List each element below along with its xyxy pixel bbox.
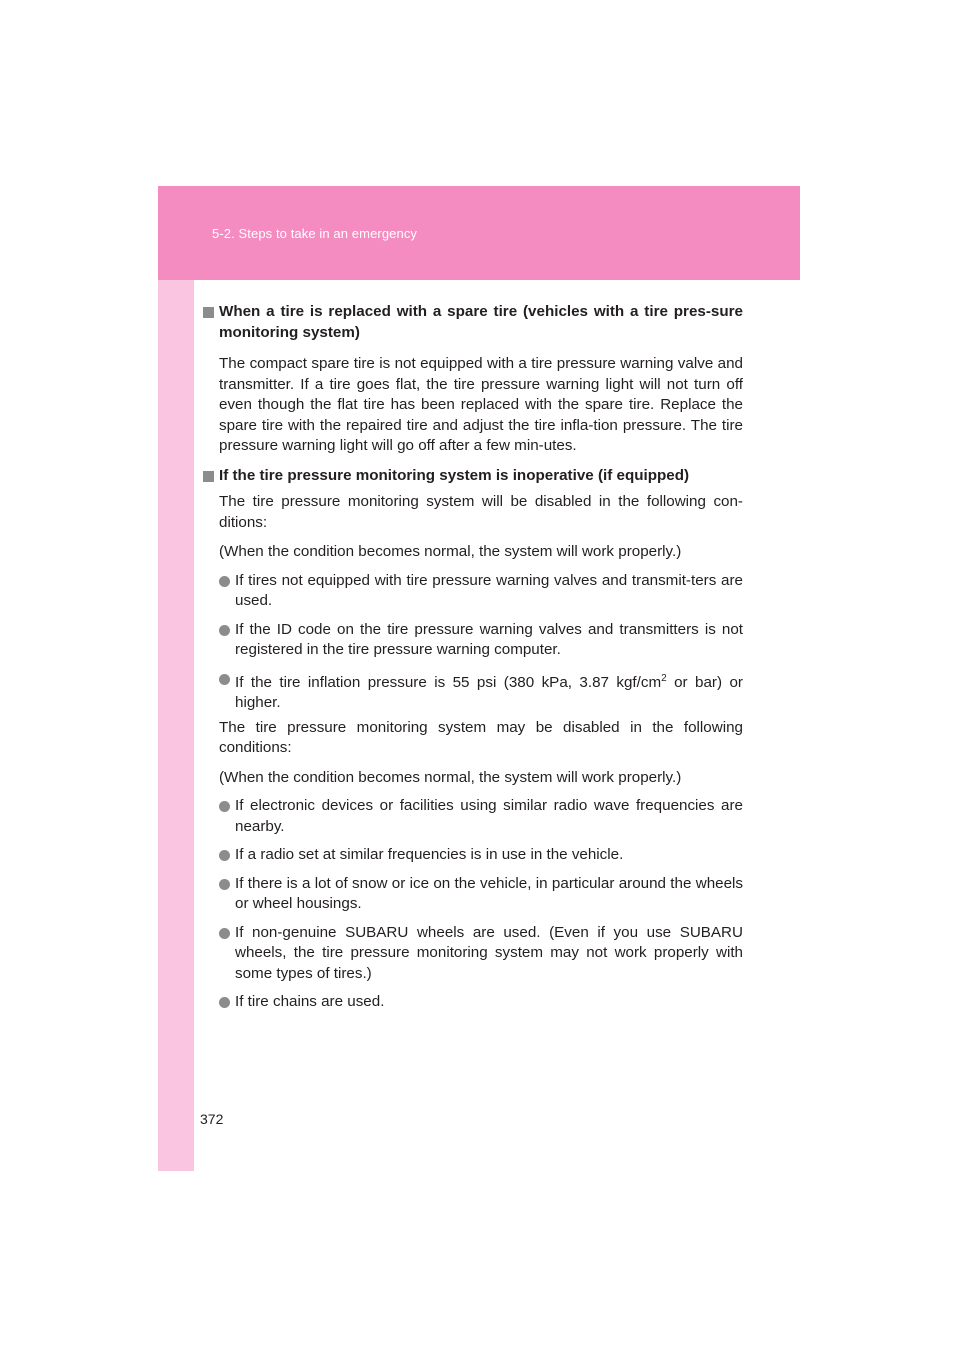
list-item xyxy=(219,620,743,661)
list-item xyxy=(219,796,743,837)
list-item xyxy=(219,874,743,915)
section-heading xyxy=(203,466,743,487)
circle-bullet-icon xyxy=(219,801,230,812)
bullet-list xyxy=(219,571,743,714)
note-paragraph: (When the condition becomes normal, the system will work properly.) xyxy=(219,543,682,560)
list-item xyxy=(219,923,743,985)
list-item-text: If the ID code on the tire pressure warning valves and transmitters is not registered in the tire pressure warning computer. xyxy=(235,620,743,658)
note-paragraph: (When the condition becomes normal, the system will work properly.) xyxy=(219,768,682,786)
breadcrumb: 5-2. Steps to take in an emergency xyxy=(212,226,418,241)
circle-bullet-icon xyxy=(219,625,230,636)
list-item-text: If non-genuine SUBARU wheels are used. (Even if you use SUBARU wheels, the tire pressure monitoring system may not work properly with some types of tires.) xyxy=(235,923,743,982)
list-item xyxy=(219,845,743,866)
body-paragraph: The tire pressure monitoring system will be disabled in the following con-ditions: xyxy=(219,493,743,531)
circle-bullet-icon xyxy=(219,850,230,861)
list-item-text: If the tire inflation pressure is 55 psi (380 kPa, 3.87 kgf/cm xyxy=(235,673,662,691)
square-bullet-icon xyxy=(203,307,214,318)
page-content xyxy=(203,302,743,1013)
section-heading xyxy=(203,302,743,343)
list-item-text: If electronic devices or facilities using similar radio wave frequencies are nearby. xyxy=(235,797,743,835)
list-item xyxy=(219,571,743,612)
side-tab xyxy=(158,186,194,1171)
list-item-text: If a radio set at similar frequencies is in use in the vehicle. xyxy=(235,846,624,864)
page-number: 372 xyxy=(200,1111,224,1127)
square-bullet-icon xyxy=(203,471,214,482)
list-item xyxy=(219,669,743,714)
body-paragraph: The compact spare tire is not equipped with a tire pressure warning valve and transmitter. If a tire goes flat, the tire pressure warning light will not turn off even though the flat tire has been replaced with the spare tire. Replace the spare tire with the repaired tire and adjust the tire infla-tion pressure. The tire pressure warning light will go off after a few min-utes. xyxy=(219,355,743,454)
heading-text: If the tire pressure monitoring system is inoperative (if equipped) xyxy=(219,466,690,484)
list-item-text: If tire chains are used. xyxy=(235,993,385,1011)
body-paragraph: The tire pressure monitoring system may be disabled in the following conditions: xyxy=(219,718,743,757)
bullet-list xyxy=(219,796,743,1013)
circle-bullet-icon xyxy=(219,879,230,890)
list-item xyxy=(219,992,743,1013)
circle-bullet-icon xyxy=(219,576,230,587)
list-item-text: or bar) or higher. xyxy=(235,673,743,712)
circle-bullet-icon xyxy=(219,674,230,685)
circle-bullet-icon xyxy=(219,928,230,939)
list-item-text: If tires not equipped with tire pressure warning valves and transmit-ters are used. xyxy=(235,571,743,609)
circle-bullet-icon xyxy=(219,997,230,1008)
superscript: 2 xyxy=(661,672,667,684)
heading-text: When a tire is replaced with a spare tire (vehicles with a tire pres-sure monitoring system) xyxy=(219,303,743,341)
list-item-text: If there is a lot of snow or ice on the vehicle, in particular around the wheels or wheel housings. xyxy=(235,874,743,913)
